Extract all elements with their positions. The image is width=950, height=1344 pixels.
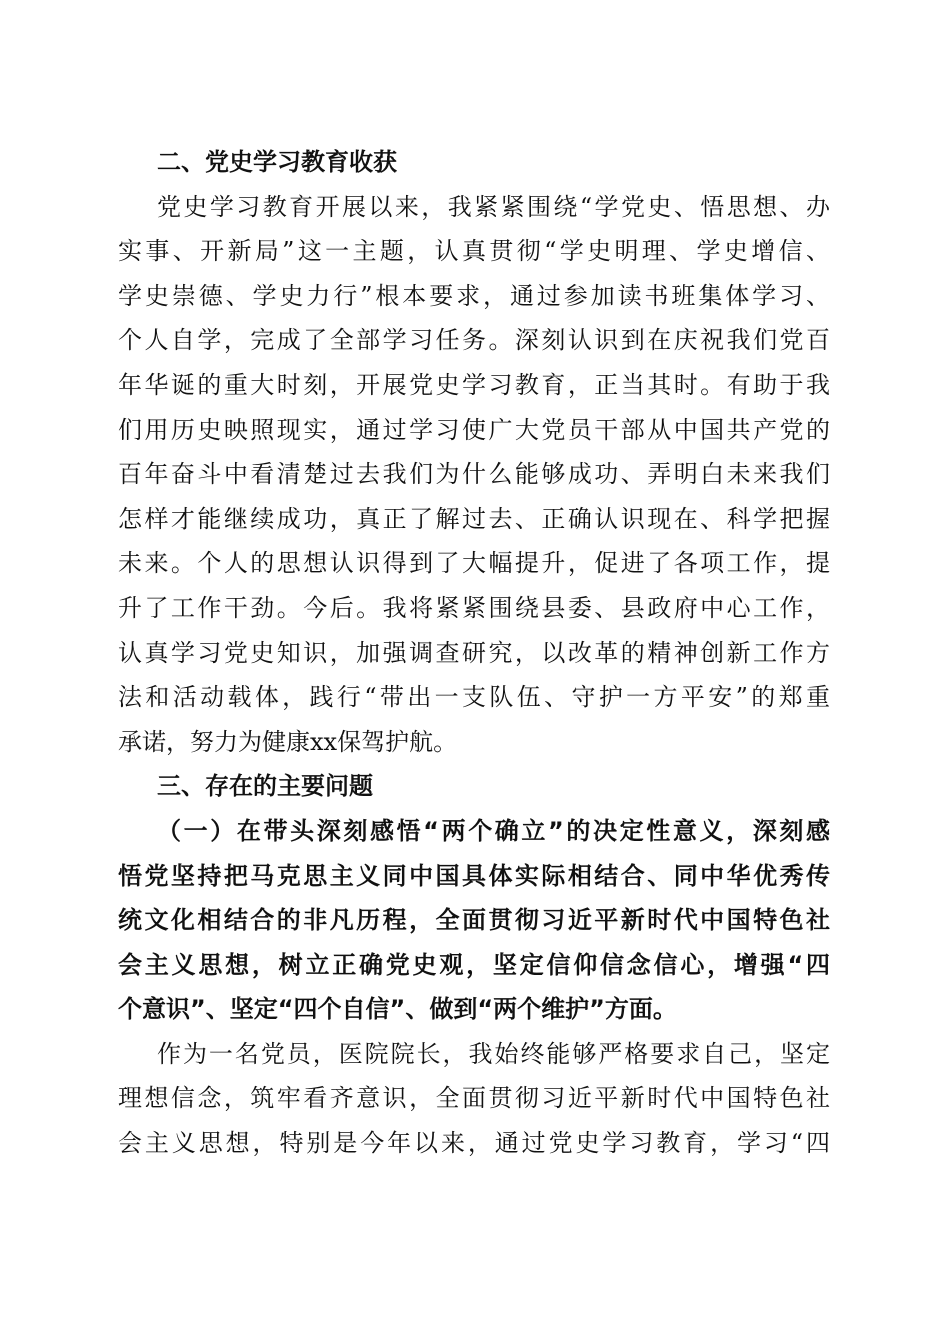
section-2-heading: 二、党史学习教育收获 — [157, 148, 397, 176]
section-2-line: 实事、开新局”这一主题，认真贯彻“学史明理、学史增信、 — [118, 237, 830, 266]
section-2-line: 党史学习教育开展以来，我紧紧围绕“学党史、悟思想、办 — [157, 192, 830, 221]
section-2-line: 年华诞的重大时刻，开展党史学习教育，正当其时。有助于我 — [118, 370, 830, 399]
document-body — [118, 140, 830, 1166]
section-2-line: 怎样才能继续成功，真正了解过去、正确认识现在、科学把握 — [118, 504, 830, 533]
section-2-line: 个人自学，完成了全部学习任务。深刻认识到在庆祝我们党百 — [118, 326, 830, 355]
subsection-1-line: 个意识”、坚定“四个自信”、做到“两个维护”方面。 — [118, 995, 677, 1024]
subsection-1-line: 统文化相结合的非凡历程，全面贯彻习近平新时代中国特色社 — [118, 906, 830, 935]
section-3-paragraph-line: 作为一名党员，医院院长，我始终能够严格要求自己，坚定 — [157, 1039, 830, 1068]
section-3-heading: 三、存在的主要问题 — [157, 772, 373, 801]
section-2-line: 学史崇德、学史力行”根本要求，通过参加读书班集体学习、 — [118, 281, 830, 310]
section-2-line: 认真学习党史知识，加强调查研究，以改革的精神创新工作方 — [118, 638, 830, 667]
section-3-paragraph-line: 理想信念，筑牢看齐意识，全面贯彻习近平新时代中国特色社 — [118, 1084, 830, 1113]
section-2-line: 们用历史映照现实，通过学习使广大党员干部从中国共产党的 — [118, 415, 830, 444]
subsection-1-line: 悟党坚持把马克思主义同中国具体实际相结合、同中华优秀传 — [118, 861, 830, 890]
section-2-line: 未来。个人的思想认识得到了大幅提升，促进了各项工作，提 — [118, 549, 830, 578]
section-2-line: 百年奋斗中看清楚过去我们为什么能够成功、弄明白未来我们 — [118, 460, 830, 489]
subsection-1-line: 会主义思想，树立正确党史观，坚定信仰信念信心，增强“四 — [118, 950, 830, 979]
section-2-line: 承诺，努力为健康xx保驾护航。 — [118, 727, 458, 756]
section-3-paragraph-line: 会主义思想，特别是今年以来，通过党史学习教育，学习“四 — [118, 1129, 830, 1158]
subsection-1-line: （一）在带头深刻感悟“两个确立”的决定性意义，深刻感 — [157, 816, 830, 845]
section-2-line: 法和活动载体，践行“带出一支队伍、守护一方平安”的郑重 — [118, 683, 830, 712]
section-2-line: 升了工作干劲。今后。我将紧紧围绕县委、县政府中心工作， — [118, 593, 830, 622]
